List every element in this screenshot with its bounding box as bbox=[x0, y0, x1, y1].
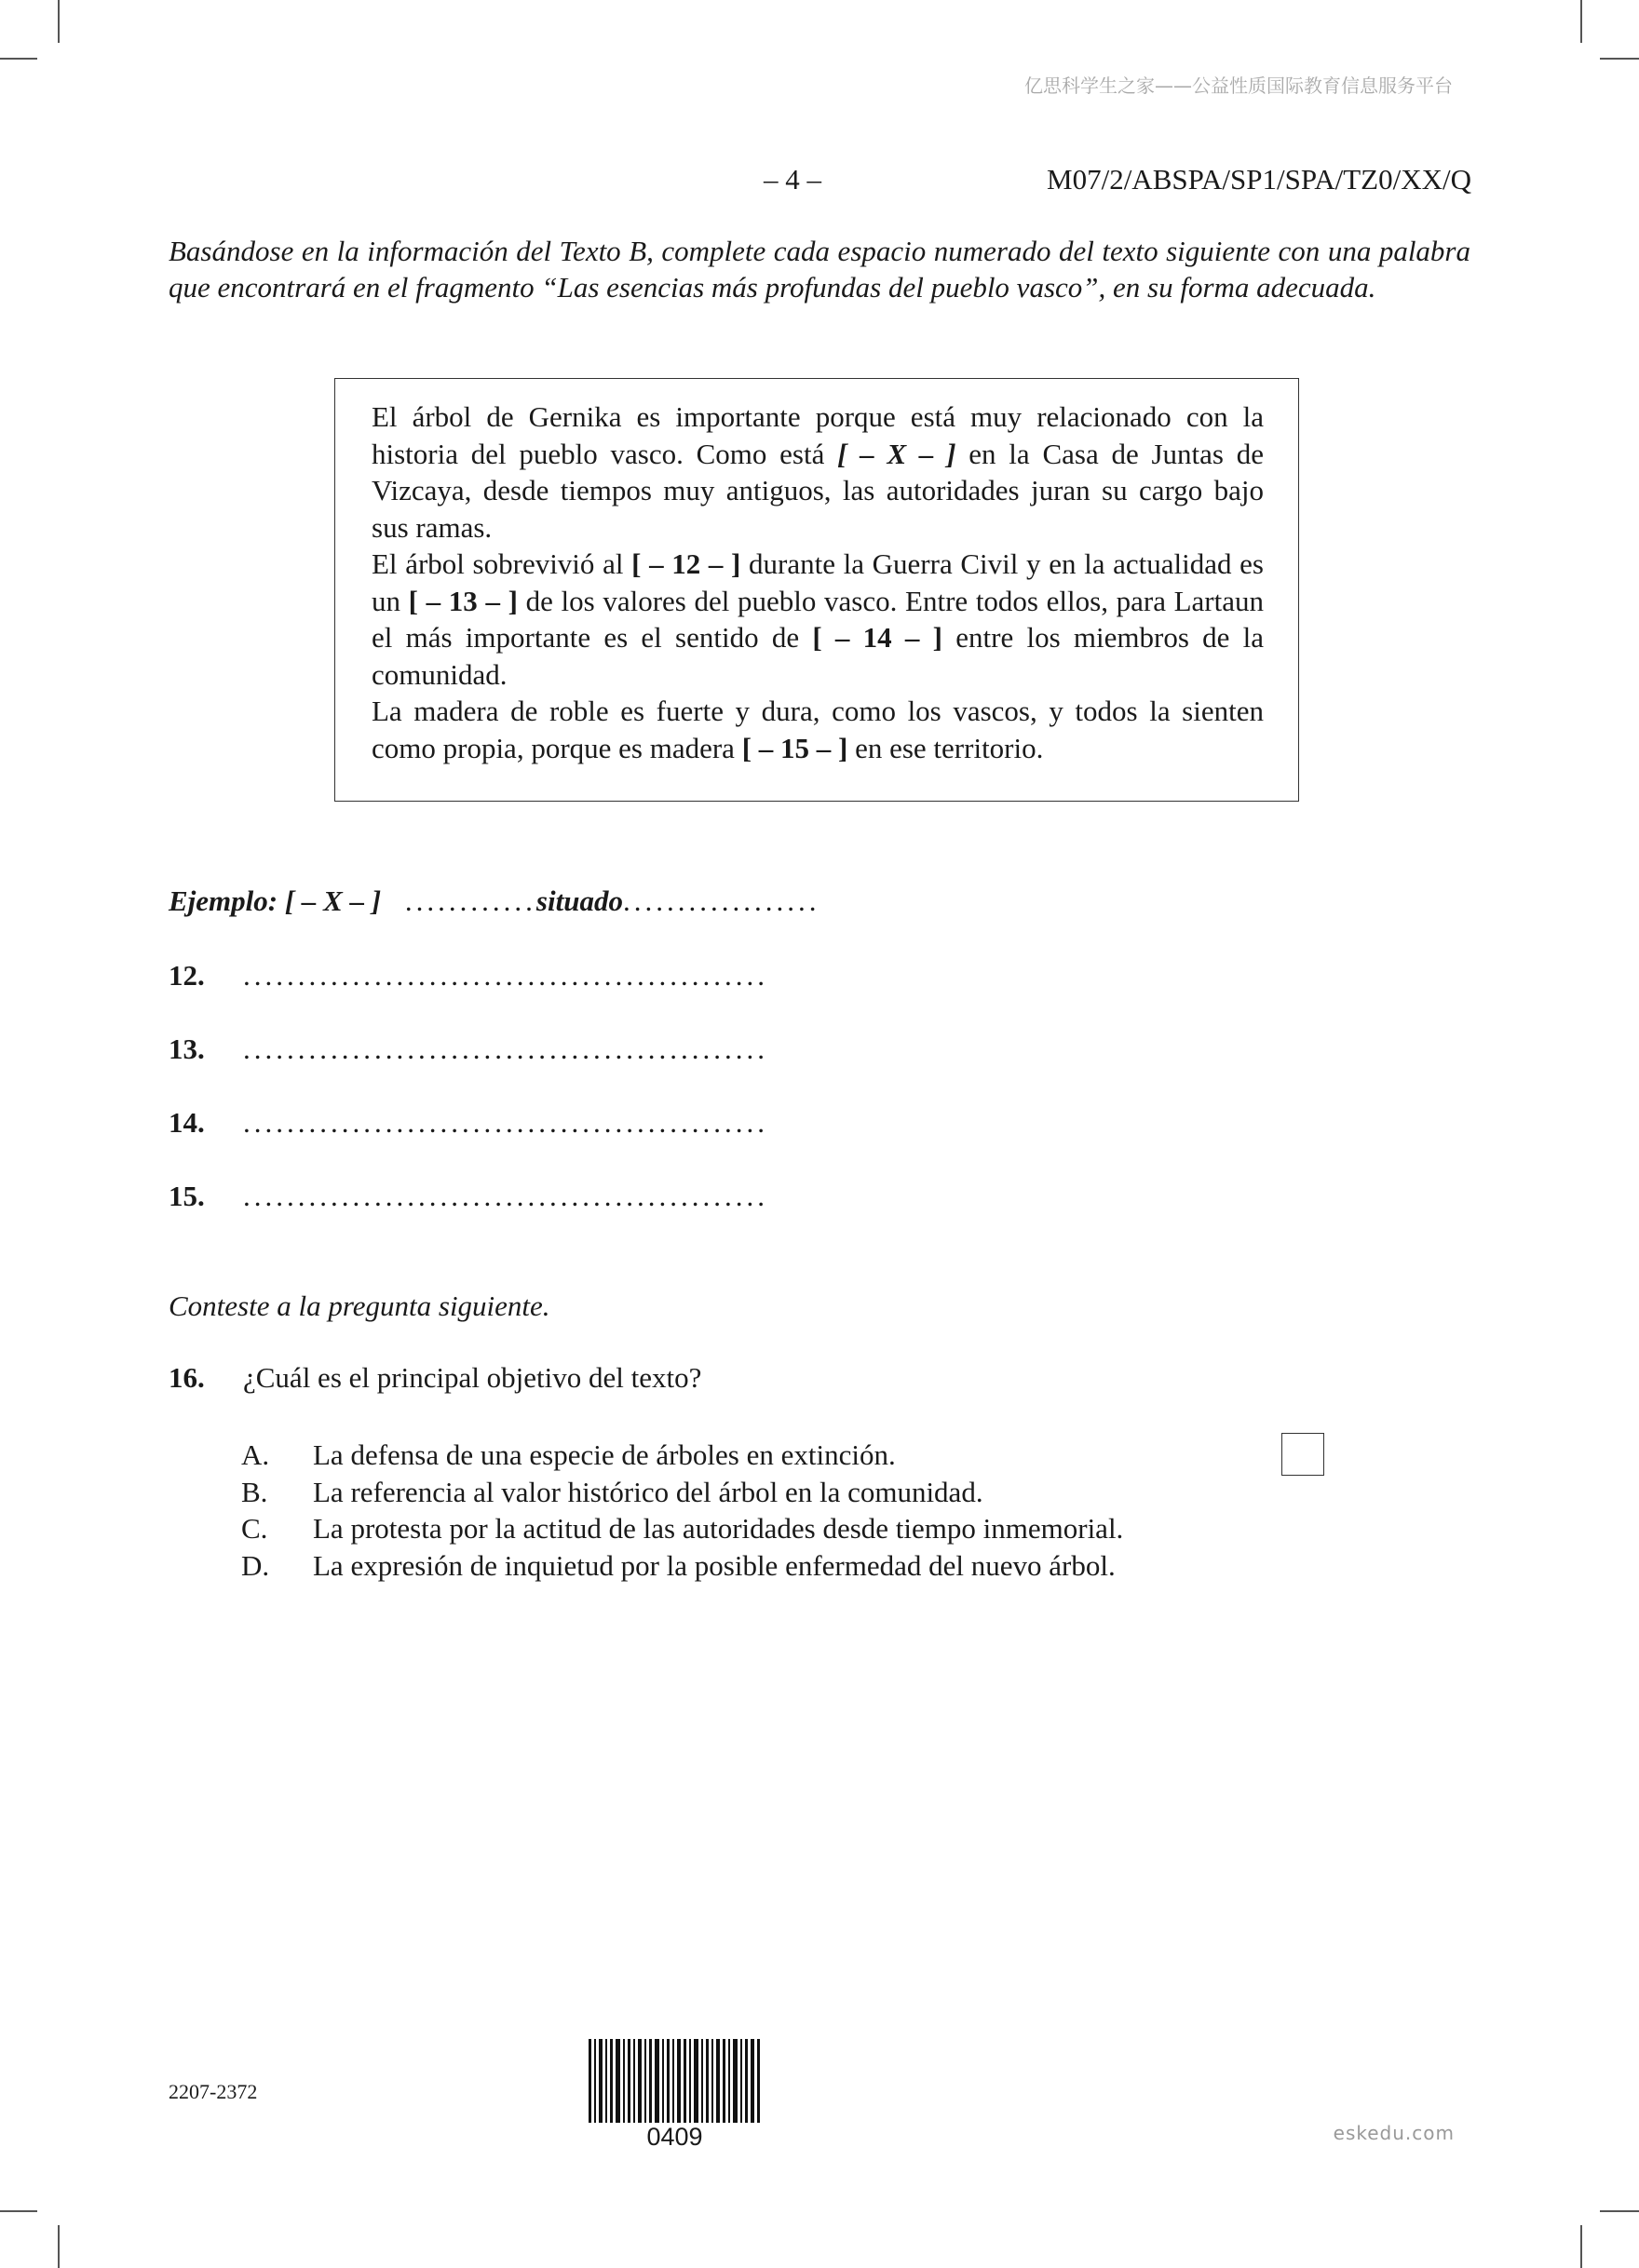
answer-number: 13. bbox=[169, 1033, 205, 1065]
question-text: ¿Cuál es el principal objetivo del texto? bbox=[243, 1361, 702, 1394]
barcode-number: 0409 bbox=[646, 2123, 703, 2151]
answer-line-13[interactable] bbox=[169, 1033, 768, 1066]
watermark-header: 亿思科学生之家——公益性质国际教育信息服务平台 bbox=[1024, 74, 1453, 97]
crop-mark bbox=[0, 58, 37, 60]
options-list bbox=[241, 1437, 1123, 1584]
gap-14: [ – 14 – ] bbox=[812, 621, 943, 654]
gap-12: [ – 12 – ] bbox=[631, 547, 741, 580]
answer-dots[interactable]: ................................................ bbox=[243, 1106, 768, 1139]
crop-mark bbox=[1580, 2225, 1582, 2268]
exam-code: M07/2/ABSPA/SP1/SPA/TZ0/XX/Q bbox=[1047, 163, 1471, 196]
gap-13: [ – 13 – ] bbox=[408, 584, 518, 617]
barcode-icon bbox=[589, 2039, 761, 2123]
crop-mark bbox=[1580, 0, 1582, 43]
option-d: D. La expresión de inquietud por la posible enfermedad del nuevo árbol. bbox=[241, 1548, 1116, 1582]
crop-mark bbox=[1600, 2210, 1639, 2212]
footer-code: 2207-2372 bbox=[169, 2080, 258, 2103]
option-c: C. La protesta por la actitud de las autoridades desde tiempo inmemorial. bbox=[241, 1512, 1124, 1545]
answer-number: 14. bbox=[169, 1106, 205, 1139]
example-label: Ejemplo: [ – X – ] bbox=[169, 884, 382, 917]
example-row bbox=[169, 884, 820, 918]
passage-paragraph: El árbol sobrevivió al [ – 12 – ] durante la Guerra Civil y en la actualidad es un [ – 13 – ] de los valores del pueblo vasco. Entre todos ellos, para Lartaun el más importante es el sentido de [ – 14 – ] entre los miembros de la comunidad. bbox=[372, 547, 1265, 691]
crop-mark bbox=[58, 2225, 60, 2268]
task-instructions: Basándose en la información del Texto B, complete cada espacio numerado del texto siguiente con una palabra que encontrará en el fragmento “Las esencias más profundas del pueblo vasco”, en su forma adecuada. bbox=[169, 235, 1470, 304]
passage-text bbox=[372, 398, 1264, 766]
example-dots: ............ bbox=[404, 884, 536, 917]
answer-dots[interactable]: ................................................ bbox=[243, 1180, 768, 1212]
site-watermark: eskedu.com bbox=[1333, 2122, 1455, 2144]
page-number: – 4 – bbox=[764, 163, 821, 196]
example-dots: .................. bbox=[622, 884, 820, 917]
option-a: A. La defensa de una especie de árboles en extinción. bbox=[241, 1438, 896, 1471]
question-number: 16. bbox=[169, 1361, 205, 1394]
answer-dots[interactable]: ................................................ bbox=[243, 1033, 768, 1065]
answer-box[interactable] bbox=[1281, 1433, 1324, 1476]
example-answer: situado bbox=[535, 884, 623, 917]
gap-x: [ – X – ] bbox=[837, 437, 956, 470]
question-16 bbox=[169, 1361, 701, 1395]
option-b: B. La referencia al valor histórico del árbol en la comunidad. bbox=[241, 1475, 983, 1508]
answer-line-15[interactable] bbox=[169, 1180, 768, 1213]
passage-paragraph: El árbol de Gernika es importante porque está muy relacionado con la historia del pueblo vasco. Como está [ – X – ] en la Casa de Juntas de Vizcaya, desde tiempos muy antiguos, las autoridades juran su cargo bajo sus ramas. bbox=[372, 400, 1265, 544]
answer-dots[interactable]: ................................................ bbox=[243, 959, 768, 992]
answer-number: 12. bbox=[169, 959, 205, 992]
passage-paragraph: La madera de roble es fuerte y dura, como los vascos, y todos la sienten como propia, porque es madera [ – 15 – ] en ese territorio. bbox=[372, 695, 1264, 764]
crop-mark bbox=[0, 2210, 37, 2212]
crop-mark bbox=[58, 0, 60, 43]
answer-line-14[interactable] bbox=[169, 1106, 768, 1140]
crop-mark bbox=[1600, 58, 1639, 60]
answer-line-12[interactable] bbox=[169, 959, 768, 992]
gap-15: [ – 15 – ] bbox=[741, 731, 848, 764]
section-instruction: Conteste a la pregunta siguiente. bbox=[169, 1289, 550, 1322]
answer-number: 15. bbox=[169, 1180, 205, 1212]
